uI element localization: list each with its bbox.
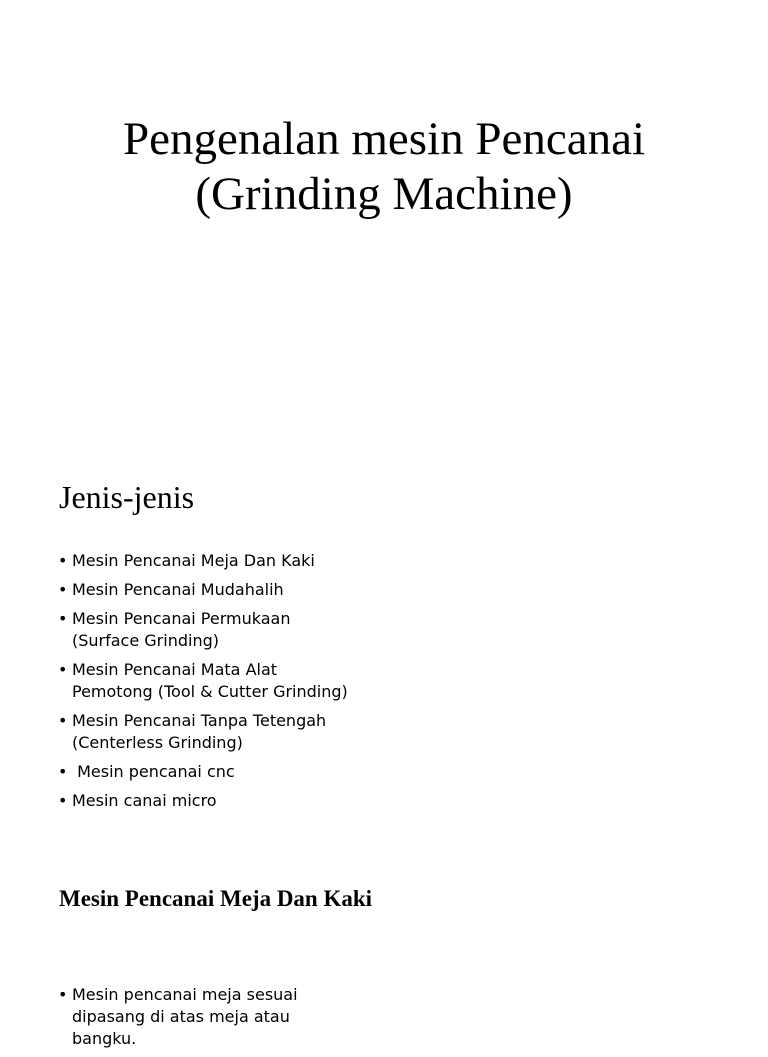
list-item xyxy=(58,608,388,652)
list-item-text: Mesin Pencanai Mudahalih xyxy=(72,580,284,599)
list-item-text: Mesin Pencanai Meja Dan Kaki xyxy=(72,551,315,570)
bullet-icon: • xyxy=(58,551,68,570)
list-item-text: Mesin Pencanai Permukaan (Surface Grinding) xyxy=(72,609,291,650)
list-item-text: Mesin pencanai meja sesuai dipasang di atas meja atau bangku. xyxy=(72,985,298,1048)
slide-bench-grinder xyxy=(0,850,768,1048)
list-item xyxy=(58,790,388,812)
list-item-text: Mesin Pencanai Mata Alat Pemotong (Tool & Cutter Grinding) xyxy=(72,660,348,701)
title-line-1: Pengenalan mesin Pencanai xyxy=(122,113,646,165)
list-item xyxy=(58,761,388,783)
list-item xyxy=(58,984,358,1050)
slide-title xyxy=(0,0,768,435)
slide-title-heading xyxy=(0,112,768,222)
list-item-text: Mesin pencanai cnc xyxy=(72,762,235,781)
bullet-icon: • xyxy=(58,609,68,628)
bullet-icon: • xyxy=(58,762,68,781)
bullet-icon: • xyxy=(58,580,68,599)
bullet-icon: • xyxy=(58,791,68,810)
slide-types xyxy=(0,435,768,850)
slide-heading: Mesin Pencanai Meja Dan Kaki xyxy=(59,886,373,911)
bullet-icon: • xyxy=(58,660,68,679)
title-line-2: (Grinding Machine) xyxy=(195,168,573,220)
list-item xyxy=(58,550,388,572)
list-item xyxy=(58,579,388,601)
slide-heading: Jenis-jenis xyxy=(59,479,195,515)
bullet-list xyxy=(58,984,358,1057)
list-item xyxy=(58,659,388,703)
list-item-text: Mesin Pencanai Tanpa Tetengah (Centerless Grinding) xyxy=(72,711,327,752)
bullet-icon: • xyxy=(58,711,68,730)
list-item-text: Mesin canai micro xyxy=(72,791,217,810)
bullet-list xyxy=(58,550,388,819)
list-item xyxy=(58,710,388,754)
bullet-icon: • xyxy=(58,985,68,1004)
